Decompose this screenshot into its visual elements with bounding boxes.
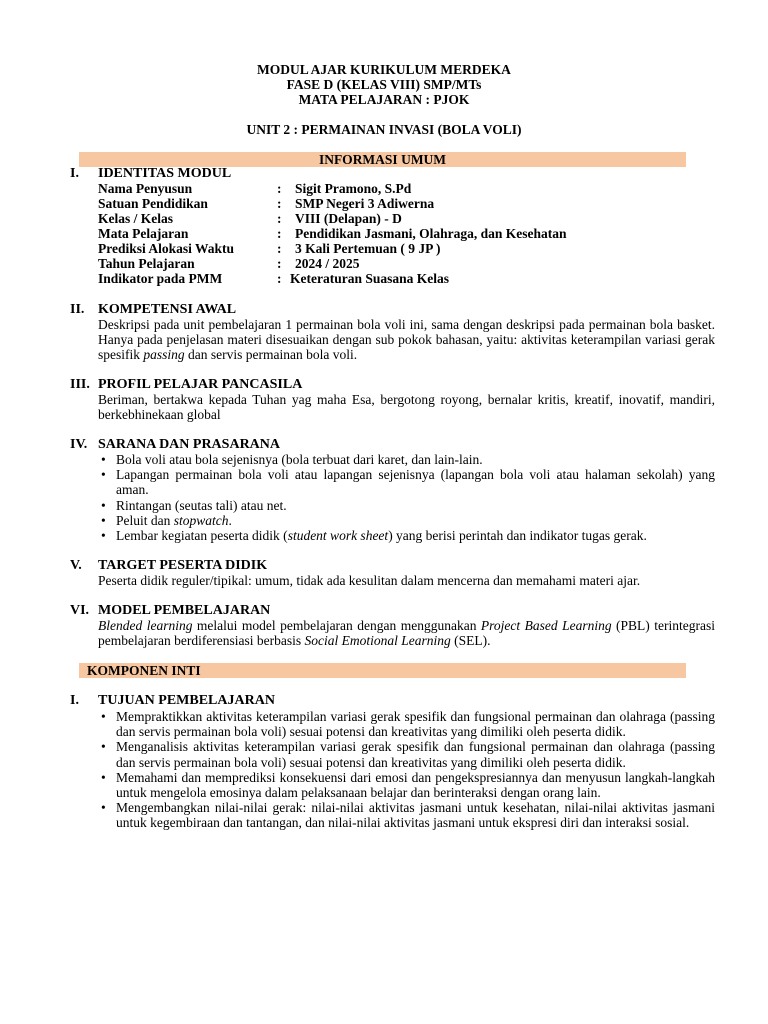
section-number: III.: [70, 377, 90, 392]
model-paragraph: [98, 618, 715, 648]
identity-value: 3 Kali Pertemuan ( 9 JP ): [295, 241, 441, 256]
identity-colon: :: [277, 226, 282, 241]
sarana-list: [98, 452, 715, 543]
model-emphasis: Project Based Learning: [480, 618, 612, 633]
document-title-line-1: MODUL AJAR KURIKULUM MERDEKA: [257, 62, 511, 77]
komponen-inti-banner: [79, 663, 686, 678]
identity-colon: :: [277, 196, 282, 211]
list-item: [98, 528, 715, 543]
kompetensi-text: Deskripsi pada unit pembelajaran 1 permainan bola voli ini, sama dengan deskripsi pada permainan bola basket. Hanya pada penjelasan materi disesuaikan dengan sub pokok bahasan, yaitu: aktivitas keterampilan variasi gerak spesifik: [98, 317, 715, 363]
section-number: V.: [70, 558, 82, 573]
identity-key: Tahun Pelajaran: [98, 256, 195, 271]
identity-value: Sigit Pramono, S.Pd: [295, 181, 412, 196]
identity-key: Satuan Pendidikan: [98, 196, 208, 211]
identity-value: Pendidikan Jasmani, Olahraga, dan Kesehatan: [295, 226, 567, 241]
list-item-emphasis: stopwatch: [173, 512, 229, 528]
list-item: • Memahami dan memprediksi konsekuensi dari emosi dan pengekspresiannya dan menyusun langkah-langkah untuk mengelola emosinya dalam pelaksanaan belajar dan berinteraksi dengan orang lain.: [98, 770, 715, 800]
section-title: MODEL PEMBELAJARAN: [98, 603, 271, 618]
target-paragraph: Peserta didik reguler/tipikal: umum, tidak ada kesulitan dalam mencerna dan memahami materi ajar.: [98, 573, 641, 588]
section-number: I.: [70, 693, 79, 708]
model-text: (PBL) terintegrasi pembelajaran berdiferensiasi berbasis: [98, 618, 715, 649]
model-emphasis: Blended learning: [98, 618, 193, 633]
identity-value: 2024 / 2025: [295, 256, 360, 271]
kompetensi-paragraph: [98, 317, 715, 363]
identity-colon: :: [277, 181, 282, 196]
informasi-umum-banner: INFORMASI UMUM: [79, 152, 686, 167]
list-item-text-end: .: [228, 512, 232, 528]
identity-colon: :: [277, 256, 282, 271]
section-title: IDENTITAS MODUL: [98, 166, 232, 181]
list-item-text: Peluit dan: [116, 512, 174, 528]
list-item-text: Lembar kegiatan peserta didik (: [116, 528, 288, 544]
unit-title: UNIT 2 : PERMAINAN INVASI (BOLA VOLI): [246, 122, 522, 137]
identity-value: Keteraturan Suasana Kelas: [290, 271, 450, 286]
section-title: KOMPETENSI AWAL: [98, 302, 237, 317]
profil-paragraph: Beriman, bertakwa kepada Tuhan yag maha Esa, bergotong royong, bernalar kritis, kreatif, inovatif, mandiri, berkebhinekaan global: [98, 392, 715, 423]
section-profil-heading: [70, 377, 302, 392]
identity-colon: :: [277, 241, 282, 256]
identity-colon: :: [277, 271, 282, 286]
list-item: • Lapangan permainan bola voli atau lapangan sejenisnya (lapangan bola voli atau halaman sekolah) yang aman.: [98, 467, 715, 497]
model-text: (SEL).: [450, 633, 491, 649]
section-title: TARGET PESERTA DIDIK: [98, 558, 268, 573]
tujuan-list: [98, 709, 715, 831]
identity-key: Nama Penyusun: [98, 181, 193, 196]
model-emphasis: Social Emotional Learning: [304, 633, 451, 649]
list-item-emphasis: student work sheet: [287, 528, 389, 544]
list-item: [98, 513, 715, 528]
section-title: PROFIL PELAJAR PANCASILA: [98, 377, 303, 392]
list-item: • Bola voli atau bola sejenisnya (bola terbuat dari karet, dan lain-lain.: [98, 452, 715, 467]
identity-key: Kelas / Kelas: [98, 211, 173, 226]
section-title: SARANA DAN PRASARANA: [98, 437, 281, 452]
kompetensi-emphasis: passing: [143, 347, 185, 363]
section-title: TUJUAN PEMBELAJARAN: [98, 693, 275, 708]
identity-value: VIII (Delapan) - D: [295, 211, 402, 226]
section-sarana-heading: [70, 437, 280, 452]
list-item: • Menganalisis aktivitas keterampilan variasi gerak spesifik dan fungsional permainan dan olahraga (passing dan servis permainan bola voli) sesuai potensi dan kreativitas yang dimiliki oleh peserta didik.: [98, 739, 715, 769]
section-number: II.: [70, 302, 85, 317]
list-item: • Mengembangkan nilai-nilai gerak: nilai-nilai aktivitas jasmani untuk kesehatan, nilai-nilai aktivitas jasmani untuk kegembiraan dan tantangan, dan nilai-nilai aktivitas jasmani untuk ekspresi diri dan interaksi sosial.: [98, 800, 715, 830]
document-title-line-2: FASE D (KELAS VIII) SMP/MTs: [286, 77, 482, 92]
list-item: • Mempraktikkan aktivitas keterampilan variasi gerak spesifik dan fungsional permainan dan olahraga (passing dan servis permainan bola voli) sesuai potensi dan kreativitas yang dimiliki oleh peserta didik.: [98, 709, 715, 739]
section-model-heading: [70, 603, 270, 618]
section-kompetensi-heading: [70, 302, 236, 317]
identity-key: Mata Pelajaran: [98, 226, 189, 241]
kompetensi-text-end: dan servis permainan bola voli.: [184, 347, 358, 363]
section-number: VI.: [70, 603, 90, 618]
model-text: melalui model pembelajaran dengan menggunakan: [192, 618, 481, 633]
banner-label: KOMPONEN INTI: [87, 663, 201, 678]
identity-colon: :: [277, 211, 282, 226]
identity-key: Prediksi Alokasi Waktu: [98, 241, 235, 256]
identity-value: SMP Negeri 3 Adiwerna: [295, 196, 435, 211]
section-number: I.: [70, 166, 79, 181]
section-number: IV.: [70, 437, 88, 452]
identity-key: Indikator pada PMM: [98, 271, 223, 286]
document-title-line-3: MATA PELAJARAN : PJOK: [298, 92, 470, 107]
list-item-text-end: ) yang berisi perintah dan indikator tugas gerak.: [388, 528, 647, 544]
section-identitas-heading: [70, 166, 231, 181]
list-item: • Rintangan (seutas tali) atau net.: [98, 498, 715, 513]
section-target-heading: [70, 558, 267, 573]
section-tujuan-heading: [70, 693, 275, 708]
